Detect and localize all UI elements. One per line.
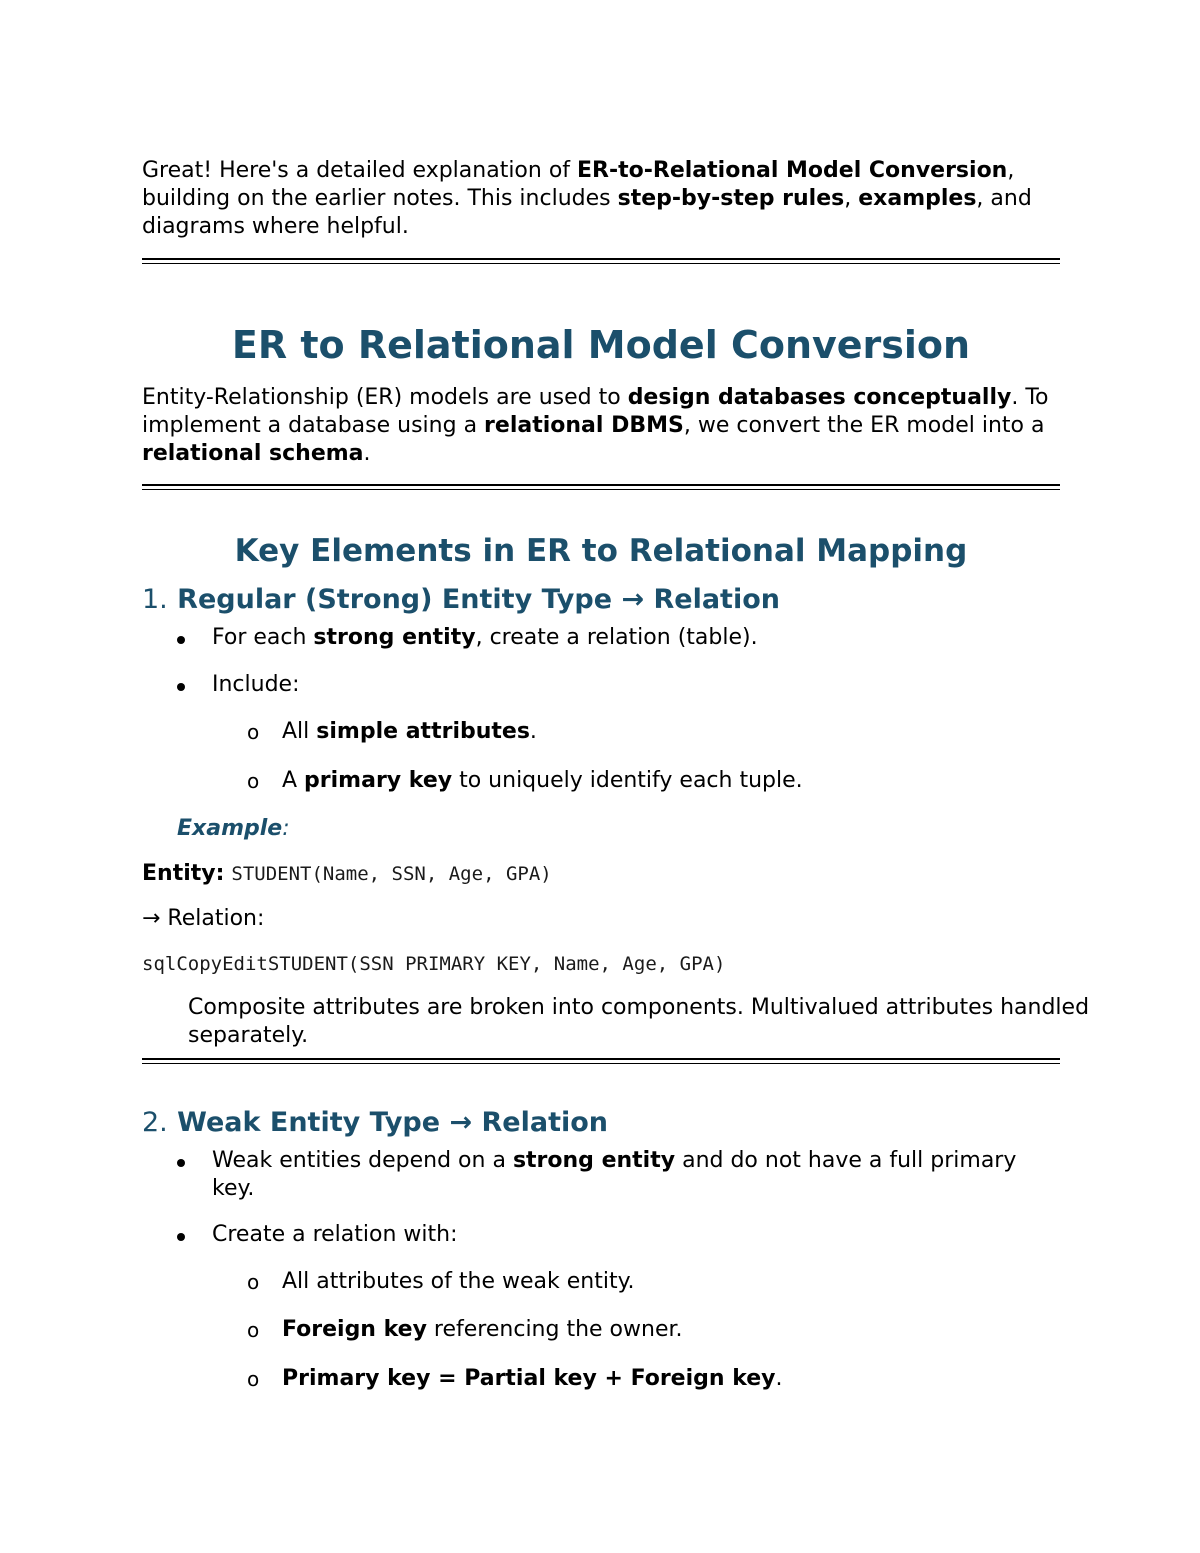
- circle-bullet-icon: o: [247, 1270, 260, 1294]
- intro-text: , building on the earlier notes. This includes: [142, 158, 1015, 211]
- horizontal-rule: [142, 484, 1060, 490]
- section-2-sub-list: [142, 1316, 1060, 1344]
- list-item: Create a relation with:: [142, 1221, 1060, 1249]
- overview-paragraph: [142, 384, 1060, 468]
- note-paragraph: Composite attributes are broken into components. Multivalued attributes handled separately.: [188, 995, 1090, 1048]
- section-1-heading: [142, 583, 1060, 617]
- intro-text: Great! Here's a detailed explanation of: [142, 158, 578, 183]
- section-heading-key-elements: Key Elements in ER to Relational Mapping: [234, 533, 968, 569]
- section-1-sub-list: [142, 718, 1060, 746]
- intro-bold: examples: [858, 186, 977, 211]
- code-line: sqlCopyEditSTUDENT(SSN PRIMARY KEY, Name, Age, GPA): [142, 953, 726, 975]
- section-2-heading: [142, 1106, 1060, 1140]
- page-title: ER to Relational Model Conversion: [231, 323, 971, 367]
- list-item: o Foreign key referencing the owner.: [247, 1317, 683, 1342]
- horizontal-rule: [142, 258, 1060, 264]
- overview-text: .: [363, 441, 371, 466]
- section-1-bullet-list: [142, 671, 1060, 699]
- circle-bullet-icon: o: [247, 769, 260, 793]
- section-2-sub-list: [142, 1268, 1060, 1296]
- overview-text: Entity-Relationship (ER) models are used to: [142, 385, 628, 410]
- circle-bullet-icon: o: [247, 1367, 260, 1391]
- list-item: o A primary key to uniquely identify each tuple.: [247, 768, 803, 793]
- section-number: 1.: [142, 584, 168, 615]
- section-1-bullet-list: [142, 624, 1060, 652]
- overview-text: , we convert the ER model into a: [683, 413, 1045, 438]
- circle-bullet-icon: o: [247, 720, 260, 744]
- intro-text: , and diagrams where helpful.: [142, 186, 1032, 239]
- section-1-sub-list: [142, 767, 1060, 795]
- intro-paragraph: [142, 157, 1060, 241]
- list-item: Include:: [142, 671, 1060, 699]
- section-title: Weak Entity Type → Relation: [177, 1107, 608, 1138]
- entity-label: Entity:: [142, 861, 225, 886]
- list-item: o All attributes of the weak entity.: [247, 1269, 635, 1294]
- overview-text: . To implement a database using a: [142, 385, 1049, 438]
- section-2-bullet-list: [142, 1147, 1060, 1203]
- relation-label: → Relation:: [142, 906, 265, 931]
- list-item: Weak entities depend on a strong entity and do not have a full primary key.: [142, 1147, 1060, 1203]
- entity-line: [142, 860, 1060, 888]
- list-item: o All simple attributes.: [247, 719, 537, 744]
- overview-bold: design databases conceptually: [627, 385, 1012, 410]
- list-item: For each strong entity, create a relation (table).: [142, 624, 1060, 652]
- list-item: o Primary key = Partial key + Foreign key.: [247, 1366, 783, 1391]
- intro-bold: step-by-step rules: [617, 186, 845, 211]
- intro-text: ,: [844, 186, 859, 211]
- intro-bold: ER-to-Relational Model Conversion: [577, 158, 1008, 183]
- section-2-bullet-list: [142, 1221, 1060, 1249]
- overview-bold: relational schema: [142, 441, 364, 466]
- entity-code: STUDENT(Name, SSN, Age, GPA): [231, 863, 552, 885]
- circle-bullet-icon: o: [247, 1318, 260, 1342]
- horizontal-rule: [142, 1058, 1060, 1064]
- overview-bold: relational DBMS: [484, 413, 684, 438]
- section-title: Regular (Strong) Entity Type → Relation: [177, 584, 780, 615]
- section-2-sub-list: [142, 1365, 1060, 1393]
- section-number: 2.: [142, 1107, 168, 1138]
- example-label: Example:: [177, 816, 290, 841]
